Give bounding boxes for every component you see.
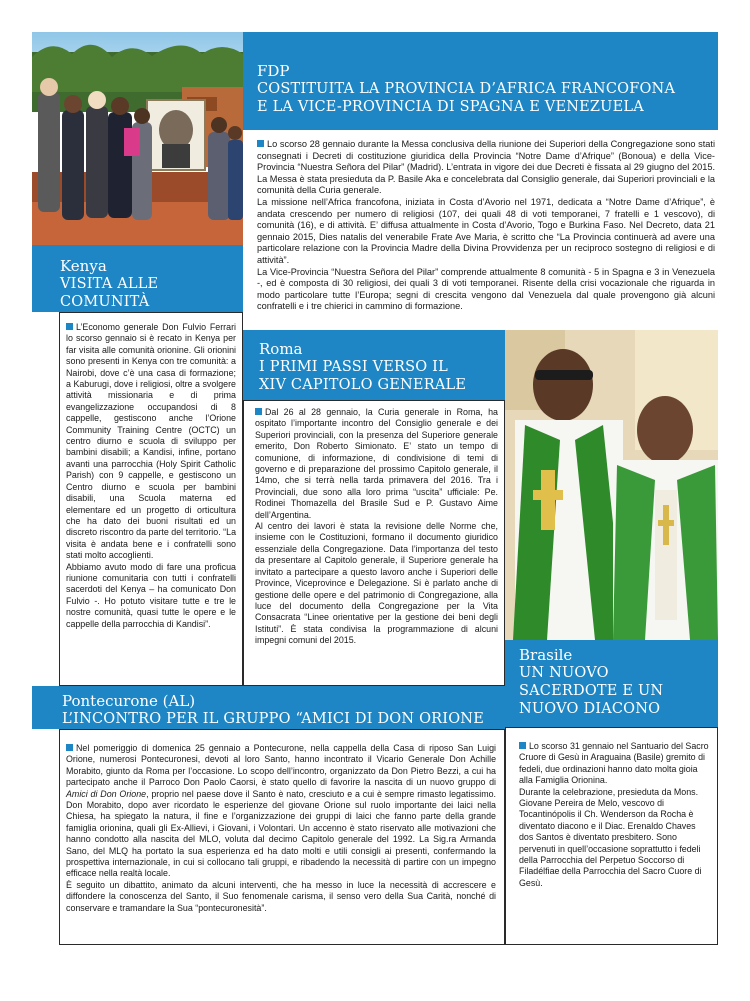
pontecurone-article-body xyxy=(66,743,496,914)
fdp-header xyxy=(243,32,718,130)
brasile-photo-illustration xyxy=(505,330,718,640)
kenya-paragraph: L’Economo generale Don Fulvio Ferrari lo scorso gennaio si è recato in Kenya per far visita alle comunità orionine. Gli orionini sono presenti in Kenya con tre comunità: a Nairobi, dove c’è una casa di formazione; a Kaburugi, dove i religiosi, oltre a svolgere attività missionaria e di prima evangelizzazione occupandosi di 8 cappelle, gestiscono anche l’Orione Community Training Centre (OCTC) un centro diurno e scuola di sviluppo per bambini disabili; a Kandisi, infine, portano avanti una parrocchia (Holy Spirit Catholic Parish) con 9 cappelle, e gestiscono un Centro diurno e scuola per bambini disabili, una Scuola materna ed elementare ed un progetto di orticultura che ha dato dei buoni risultati ed un discreto riscontro da parte del territorio. “La visita è andata bene e i confratelli sono stati molto accoglienti. xyxy=(66,322,236,561)
kenya-group-photo xyxy=(32,32,243,245)
kenya-kicker: Kenya xyxy=(60,257,107,275)
bullet-square-icon xyxy=(257,140,264,147)
brasile-title-line1: UN NUOVO xyxy=(519,665,609,681)
roma-kicker: Roma xyxy=(259,340,303,358)
roma-header xyxy=(243,330,505,400)
bullet-square-icon xyxy=(255,408,262,415)
bullet-square-icon xyxy=(66,744,73,751)
pontecurone-kicker: Pontecurone (AL) xyxy=(62,692,196,710)
brasile-title-line2: SACERDOTE E UN xyxy=(519,683,664,699)
brasile-paragraph: Lo scorso 31 gennaio nel Santuario del Sacro Cruore di Gesù in Araguaina (Basile) gremito di fedeli, due ordinazioni hanno dato molta gioia alla Famiglia Orionina. xyxy=(519,741,709,786)
fdp-article-body xyxy=(257,139,715,313)
roma-article-body xyxy=(255,407,498,647)
brasile-article-body xyxy=(519,741,709,889)
kenya-paragraph: Abbiamo avuto modo di fare una proficua riunione comunitaria con tutti i confratelli sacerdoti del Kenya – ha comunicato Don Fulvio -. Ho potuto visitare tutte e tre le nostre comunità, quasi tutte le opere e le cappelle della parrocchia di Kandisi”. xyxy=(66,561,236,629)
brasile-title-line3: NUOVO DIACONO xyxy=(519,701,661,717)
brasile-priests-photo xyxy=(505,330,718,640)
roma-paragraph: Dal 26 al 28 gennaio, la Curia generale in Roma, ha ospitato l’importante incontro del Consiglio generale e dei Superiori provinciali, con la presenza del Superiore generale emerito, Don Roberto Simionato. E’ stato un tempo di comunione, di informazione, di condivisione di temi di governo e di preparazione del prossimo Capitolo generale, il 14mo, che si terrà nella tarda primavera del 2016. Tra i Provinciali, due sono alla loro prima “uscita” ufficiale: Pe. Rodinei Thomazella del Brasile Sud e P. Gustavo Aime dell’Argentina. xyxy=(255,407,498,520)
fdp-paragraph: La Vice-Provincia “Nuestra Señora del Pilar” comprende attualmente 8 comunità - 5 in Spagna e 3 in Venezuela -, ed è composta di 30 religiosi, dei quali 3 di voti temporanei. Risente della crisi vocazionale che riguarda in modo particolare tutte l’Europa; segni di crescita vengono dal Venezuela dal quale provengono già alcuni confratelli e i tre chierici in cammino di formazione. xyxy=(257,266,715,312)
pontecurone-paragraph: , proprio nel paese dove il Santo è nato, cresciuto e a cui è sempre rimasto legatissimo. Don Morabito, dopo aver ricordato le esperienze del giovane Orione sul ruolo importante dei laici nella Chiesa, ha spiegato la natura, il fine e l’organizzazione dei gruppi di laici che fanno parte della grande famiglia orionina, quali gli Ex-Allievi, i Giovani, i Volontari. Un accenno è stato riservato alle motivazioni che hanno condotto alla nascita del MLO, voluta dal decimo Capitolo generale del 1992. La Sig.ra Armanda Sano, del MLQ ha portato la sua esperienza ed ha dato molti e utili consigli ai presenti, confermando la prospettiva internazionale, in cui si collocano tali gruppi, e ribadendo la necessità di partire con un impegno efficace nella realtà locale. xyxy=(66,788,496,879)
kenya-photo-illustration xyxy=(32,32,243,245)
pontecurone-title: L’INCONTRO PER IL GRUPPO “AMICI DI DON ORIONE xyxy=(62,711,484,727)
roma-title-line1: I PRIMI PASSI VERSO IL xyxy=(259,359,448,375)
fdp-title-line2: E LA VICE-PROVINCIA DI SPAGNA E VENEZUELA xyxy=(257,99,644,115)
kenya-header xyxy=(32,245,243,312)
pontecurone-group-name: Amici di Don Orione xyxy=(66,788,147,799)
brasile-paragraph: Durante la celebrazione, presieduta da Mons. Giovane Pereira de Melo, vescovo di Tocantinópolis il Ch. Wenderson da Rocha è diventato diacono e il Diac. Erenaldo Chaves dos Santos è diventato presbitero. Sono pervenuti in quell’occasione soprattutto i fedeli della Parrocchia del Perpetuo Soccorso di Filadélfiae della Parrocchia del Sacro Cuore di Gesù. xyxy=(519,786,702,888)
kenya-title-line1: VISITA ALLE xyxy=(60,276,159,292)
kenya-title-line2: COMUNITÀ xyxy=(60,294,150,310)
kenya-article-body xyxy=(66,322,236,630)
bullet-square-icon xyxy=(519,742,526,749)
brasile-header xyxy=(505,640,718,727)
pontecurone-paragraph: Nel pomeriggio di domenica 25 gennaio a Pontecurone, nella cappella della Casa di riposo San Luigi Orione, numerosi Pontecuronesi, devoti al loro Santo, hanno incontrato il Vicario Generale Don Achille Morabito, giunto da Roma per l’occasione. Lo scopo dell’incontro, organizzato da Don Pietro Bezzi, a cui ha partecipato anche il Parroco Don Paolo Caorsi, è stato quello di favorire la nascita di un nuovo gruppo di xyxy=(66,743,496,788)
fdp-paragraph: Lo scorso 28 gennaio durante la Messa conclusiva della riunione dei Superiori della Congregazione sono stati consegnati i Decreti di costituzione giuridica della Provincia “Notre Dame d’Afrique” (Bonoua) e della Vice-Provincia “Nuestra Señora del Pilar” (Madrid). L’entrata in vigore dei due Decreti è fissata al 29 giugno del 2015. La Messa è stata presieduta da P. Basile Aka e concelebrata dal Consiglio generale, dai Superiori provinciali e la comunità della Curia generale. xyxy=(257,139,715,196)
pontecurone-header xyxy=(32,686,505,729)
brasile-kicker: Brasile xyxy=(519,646,573,664)
roma-title-line2: XIV CAPITOLO GENERALE xyxy=(259,377,467,393)
fdp-paragraph: La missione nell’Africa francofona, iniziata in Costa d’Avorio nel 1971, dedicata a “Notre Dame d’Afrique”, è andata crescendo per numero di religiosi (107, dei quali 48 di voti temporanei, 7 fratelli e 1 vescovo), di comunità (16), e di attività. E’ diffusa attualmente in Costa d’Avorio, Togo e Burkina Faso. Nel Decreto, data 21 gennaio 2015, Dies natalis del venerabile Frate Ave Maria, è scritto che “La Provincia continuerà ad avere una particolare relazione con la Provincia Madre della Divina Provvidenza per un reciproco sostegno di religiosi e di attività”. xyxy=(257,196,715,265)
fdp-kicker: FDP xyxy=(257,62,290,80)
fdp-title-line1: COSTITUITA LA PROVINCIA D’AFRICA FRANCOFONA xyxy=(257,81,676,97)
roma-paragraph: Al centro dei lavori è stata la revisione delle Norme che, insieme con le Costituzioni, formano il documento giuridico essenziale della Congregazione. Data l’importanza del testo da presentare al Capitolo generale, il Superiore generale ha invitato a partecipare a questo lavoro anche i Superiori delle Province, Viceprovince e Delegazione. Si è parlato anche di gestione delle opere e del patrimonio di Congregazione, alla luce del documento della Congregazione per la Vita Consacrata “Linee orientative per la gestione dei beni degli Istituti”. È stata condivisa la programmazione di alcuni impegni comuni del 2015. xyxy=(255,521,498,646)
bullet-square-icon xyxy=(66,323,73,330)
pontecurone-paragraph: È seguito un dibattito, animato da alcuni interventi, che ha messo in luce la necessità di accrescere e diffondere la conoscenza del Santo, il Suo fenomenale carisma, il senso vero della Sua Carità, nonché di conservare e tramandare la Sua “pontecuronesità”. xyxy=(66,879,496,913)
